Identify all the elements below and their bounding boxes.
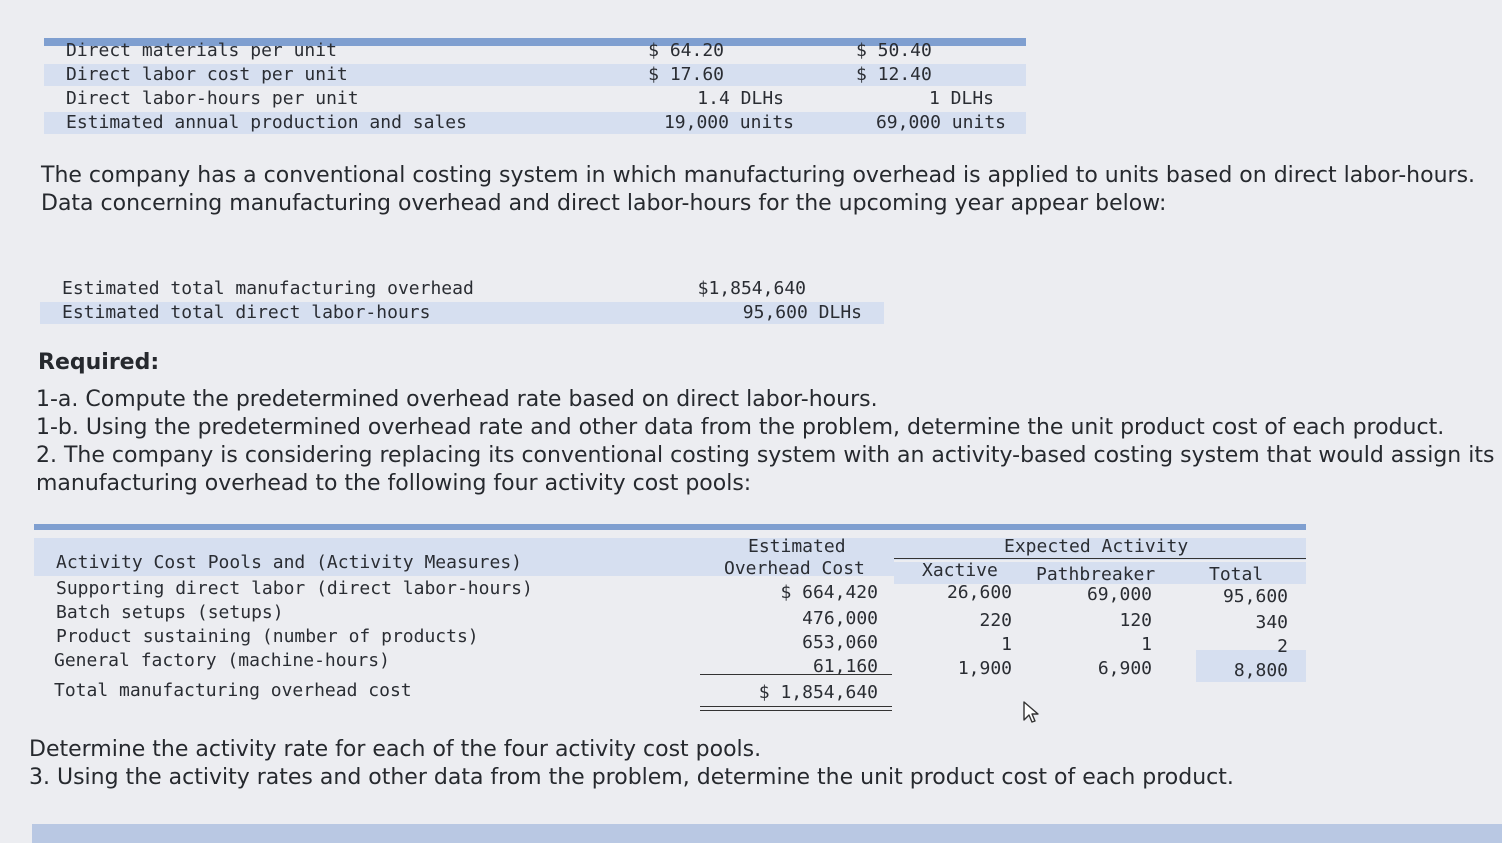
- row-label: Direct labor cost per unit: [66, 64, 348, 85]
- pool-pathbreaker: 69,000: [1086, 584, 1152, 605]
- pool-cost: $ 664,420: [780, 582, 878, 603]
- question-1b: 1-b. Using the predetermined overhead rate and other data from the problem, determine the unit product cost of each product.: [36, 415, 1445, 440]
- question-2-line-1: 2. The company is considering replacing its conventional costing system with an activity-based costing system that would assign its: [36, 443, 1495, 468]
- question-2-line-2: manufacturing overhead to the following four activity cost pools:: [36, 471, 752, 496]
- pool-cost: 476,000: [802, 608, 878, 629]
- table-row: [34, 602, 1306, 633]
- table-row: [34, 650, 1306, 681]
- pool-xactive: 1,900: [957, 658, 1012, 679]
- answer-area-edge: [32, 824, 1502, 843]
- header-expected-activity: Expected Activity: [1004, 536, 1189, 557]
- pool-xactive: 220: [979, 610, 1012, 631]
- pool-total: 95,600: [1222, 586, 1288, 607]
- mouse-cursor-icon: [1022, 700, 1042, 726]
- intro-line-1: The company has a conventional costing system in which manufacturing overhead is applied to units based on direct labor-hours.: [41, 163, 1476, 188]
- pool-xactive: 1: [1001, 634, 1012, 655]
- row-value: 95,600 DLHs: [742, 302, 862, 323]
- pool-total: 340: [1255, 612, 1288, 633]
- header-overhead-cost: Overhead Cost: [724, 558, 865, 579]
- pool-cost: 653,060: [802, 632, 878, 653]
- pool-pathbreaker: 1: [1141, 634, 1152, 655]
- header-pools: Activity Cost Pools and (Activity Measures): [56, 552, 522, 573]
- pool-pathbreaker: 120: [1119, 610, 1152, 631]
- xactive-value: 1.4 DLHs: [697, 88, 784, 109]
- pool-label: Batch setups (setups): [56, 602, 284, 623]
- row-label: Direct labor-hours per unit: [66, 88, 359, 109]
- total-label: Total manufacturing overhead cost: [54, 680, 412, 701]
- table-row: [44, 112, 1026, 134]
- row-label: Estimated total direct labor-hours: [62, 302, 431, 323]
- pathbreaker-value: $ 50.40: [856, 40, 932, 61]
- row-label: Direct materials per unit: [66, 40, 337, 61]
- pool-cost: 61,160: [812, 656, 878, 677]
- header-total: Total: [1209, 564, 1264, 585]
- pathbreaker-value: $ 12.40: [856, 64, 932, 85]
- table-row: [40, 278, 884, 300]
- expected-activity-rule: [894, 558, 1306, 559]
- row-label: Estimated total manufacturing overhead: [62, 278, 474, 299]
- abc-table-header-bar: [34, 524, 1306, 530]
- double-rule-top: [700, 706, 892, 707]
- pool-pathbreaker: 6,900: [1097, 658, 1152, 679]
- pathbreaker-value: 69,000 units: [875, 112, 1006, 133]
- table-row: [44, 88, 1026, 110]
- pool-total: 8,800: [1233, 660, 1288, 681]
- intro-line-2: Data concerning manufacturing overhead and direct labor-hours for the upcoming year appear below:: [41, 191, 1167, 216]
- closing-line-1: Determine the activity rate for each of the four activity cost pools.: [29, 737, 762, 762]
- pool-label: Product sustaining (number of products): [56, 626, 479, 647]
- header-estimated: Estimated: [748, 536, 846, 557]
- table-row: [44, 40, 1026, 62]
- table-row: [44, 64, 1026, 86]
- subtotal-rule: [700, 674, 892, 675]
- question-1a: 1-a. Compute the predetermined overhead rate based on direct labor-hours.: [36, 387, 878, 412]
- xactive-value: 19,000 units: [663, 112, 794, 133]
- header-pathbreaker: Pathbreaker: [1036, 564, 1156, 585]
- table-row: [34, 578, 1306, 607]
- double-rule-bottom: [700, 710, 892, 711]
- required-heading: Required:: [38, 350, 160, 375]
- pathbreaker-value: 1 DLHs: [928, 88, 994, 109]
- activity-cost-pools-table: [34, 524, 1306, 710]
- header-xactive: Xactive: [922, 560, 998, 581]
- pool-label: Supporting direct labor (direct labor-hours): [56, 578, 533, 599]
- total-value: $ 1,854,640: [758, 682, 878, 703]
- table-row: [34, 626, 1306, 657]
- pool-xactive: 26,600: [946, 582, 1012, 603]
- xactive-value: $ 17.60: [648, 64, 724, 85]
- table-row: [40, 302, 884, 324]
- row-value: $1,854,640: [697, 278, 806, 299]
- total-row: [34, 680, 1306, 702]
- closing-line-2: 3. Using the activity rates and other data from the problem, determine the unit product cost of each product.: [29, 765, 1234, 790]
- pool-total: 2: [1277, 636, 1288, 657]
- pool-label: General factory (machine-hours): [54, 650, 390, 671]
- row-label: Estimated annual production and sales: [66, 112, 467, 133]
- xactive-value: $ 64.20: [648, 40, 724, 61]
